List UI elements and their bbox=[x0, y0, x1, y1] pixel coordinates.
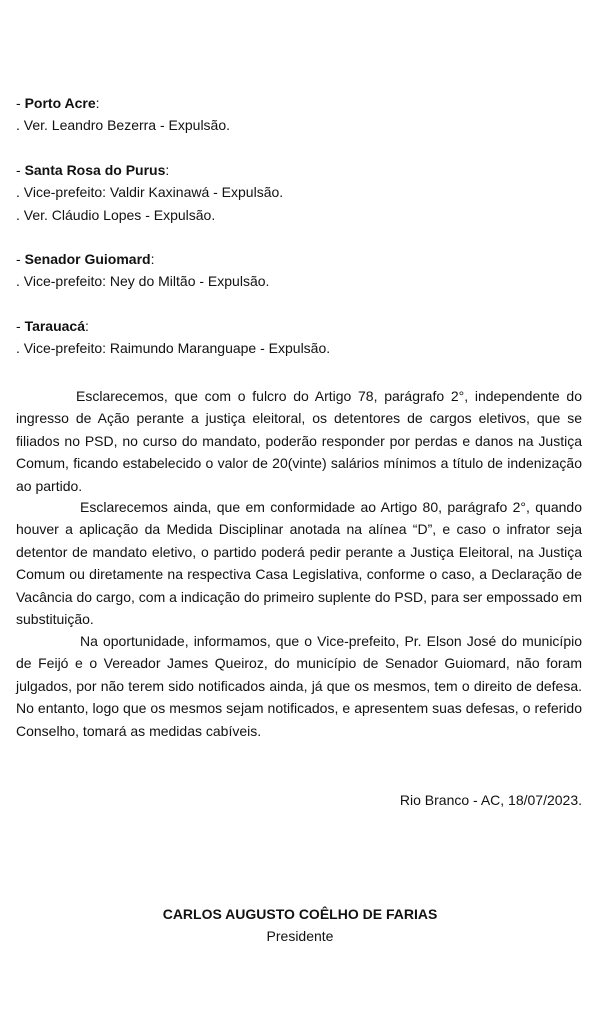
expulsion-item: . Vice-prefeito: Valdir Kaxinawá - Expulsão. bbox=[16, 184, 284, 201]
signatory-role: Presidente bbox=[266, 928, 334, 944]
expulsion-item: . Ver. Leandro Bezerra - Expulsão. bbox=[16, 117, 231, 134]
expulsion-item: . Vice-prefeito: Ney do Miltão - Expulsão. bbox=[16, 273, 270, 290]
place-name: Tarauacá bbox=[24, 317, 86, 334]
expulsion-item: . Vice-prefeito: Raimundo Maranguape - Expulsão. bbox=[16, 340, 331, 357]
place-heading-tarauaca: - Tarauacá: bbox=[16, 317, 89, 334]
place-heading-porto-acre: - Porto Acre: bbox=[16, 95, 100, 111]
expulsion-item: . Ver. Cláudio Lopes - Expulsão. bbox=[16, 206, 216, 223]
place-name: Porto Acre bbox=[24, 95, 96, 111]
paragraph-pending-judgment: Na oportunidade, informamos, que o Vice-prefeito, Pr. Elson José do município de Feijó e o Vereador James Queiroz, do município de Senador Guiomard, não foram julgados, por não terem sido notificados ainda, já que os mesmos, tem o direito de defesa. No entanto, logo que os mesmos sejam notificados, e apresentem suas defesas, o referido Conselho, tomará as medidas cabíveis. bbox=[16, 633, 582, 739]
signatory-name: CARLOS AUGUSTO COÊLHO DE FARIAS bbox=[162, 906, 438, 922]
date-line: Rio Branco - AC, 18/07/2023. bbox=[399, 792, 582, 808]
place-name: Senador Guiomard bbox=[24, 251, 151, 268]
paragraph-article-78: Esclarecemos, que com o fulcro do Artigo 78, parágrafo 2°, independente do ingresso de Ação perante a justiça eleitoral, os detentores de cargos eletivos, que se filiados no PSD, no curso do mandato, poderão responder por perdas e danos na Justiça Comum, ficando estabelecido o valor de 20(vinte) salários mínimos a título de indenização ao partido. bbox=[16, 388, 582, 494]
expulsion-list bbox=[16, 92, 586, 360]
place-name: Santa Rosa do Purus bbox=[24, 161, 166, 178]
paragraph-article-80: Esclarecemos ainda, que em conformidade ao Artigo 80, parágrafo 2°, quando houver a aplicação da Medida Disciplinar anotada na alínea “D”, e caso o infrator seja detentor de mandato eletivo, o partido poderá pedir perante a Justiça Eleitoral, na Justiça Comum ou diretamente na respectiva Casa Legislativa, conforme o caso, a Declaração de Vacância do cargo, com a indicação do primeiro suplente do PSD, para ser empossado em substituição. bbox=[16, 499, 582, 628]
place-heading-santa-rosa-do-purus: - Santa Rosa do Purus: bbox=[16, 161, 170, 178]
place-heading-senador-guiomard: - Senador Guiomard: bbox=[16, 251, 155, 268]
